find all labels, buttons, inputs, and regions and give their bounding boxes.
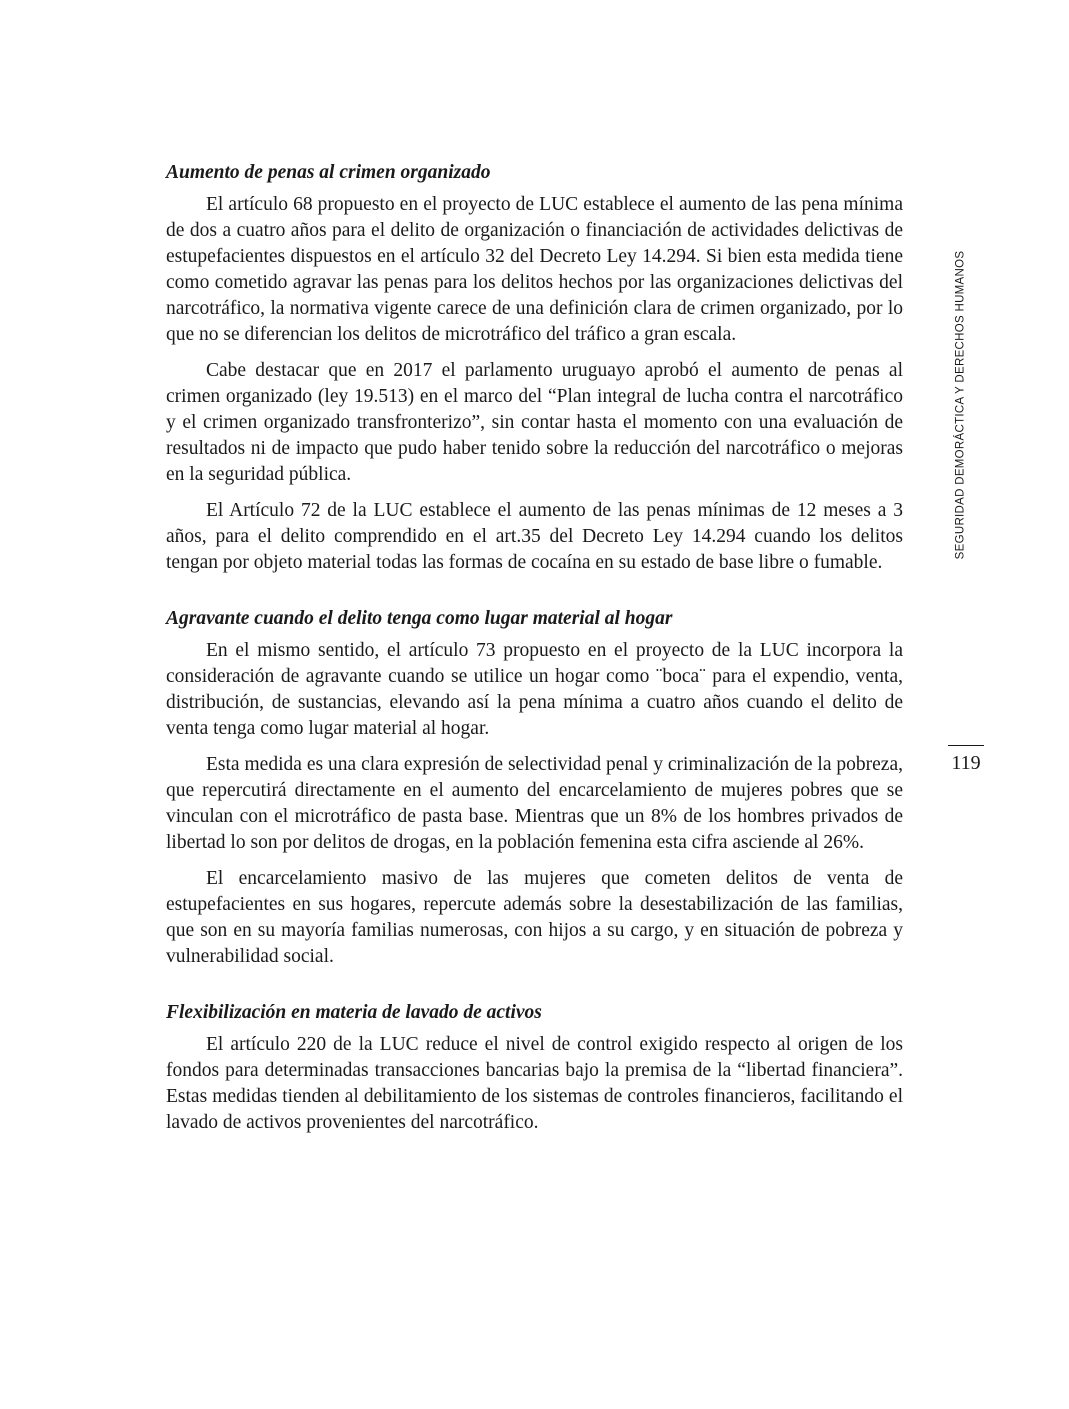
paragraph: El encarcelamiento masivo de las mujeres que cometen delitos de venta de estupefacientes en sus hogares, repercute además sobre la desestabilización de las familias, que son en su mayoría familias numerosas, con hijos a su cargo, y en situación de pobreza y vulnerabilidad social.	[166, 868, 903, 967]
page-body	[166, 160, 903, 1146]
section-heading: Agravante cuando el delito tenga como lugar material al hogar	[166, 608, 673, 629]
paragraph: El Artículo 72 de la LUC establece el aumento de las penas mínimas de 12 meses a 3 años, para el delito comprendido en el art.35 del Decreto Ley 14.294 cuando los delitos tengan por objeto material todas las formas de cocaína en su estado de base libre o fumable.	[166, 500, 903, 573]
section-lavado-activos	[166, 1000, 903, 1136]
paragraph: Esta medida es una clara expresión de selectividad penal y criminalización de la pobreza, que repercutirá directamente en el aumento del encarcelamiento de mujeres pobres que se vinculan con el microtráfico de pasta base. Mientras que un 8% de los hombres privados de libertad lo son por delitos de drogas, en la población femenina esta cifra asciende al 26%.	[166, 754, 903, 853]
paragraph: El artículo 68 propuesto en el proyecto de LUC establece el aumento de las pena mínima de dos a cuatro años para el delito de organización o financiación de actividades delictivas de estupefacientes dispuestos en el artículo 32 del Decreto Ley 14.294. Si bien esta medida tiene como cometido agravar las penas para los delitos hechos por las organizaciones delictivas del narcotráfico, la normativa vigente carece de una definición clara de crimen organizado, por lo que no se diferencian los delitos de microtráfico del tráfico a gran escala.	[166, 194, 903, 345]
paragraph: En el mismo sentido, el artículo 73 propuesto en el proyecto de la LUC incorpora la consideración de agravante cuando se utilice un hogar como ¨boca¨ para el expendio, venta, distribución, de sustancias, elevando así la pena mínima a cuatro años cuando el delito de venta tenga como lugar material al hogar.	[166, 640, 903, 739]
page-number-rule	[948, 745, 984, 746]
section-agravante-hogar	[166, 606, 903, 970]
page-number: 119	[951, 752, 981, 774]
paragraph: Cabe destacar que en 2017 el parlamento uruguayo aprobó el aumento de penas al crimen organizado (ley 19.513) en el marco del “Plan integral de lucha contra el narcotráfico y el crimen organizado transfronterizo”, sin contar hasta el momento con una evaluación de resultados ni de impacto que pudo haber tenido sobre la reducción del narcotráfico o mejoras en la seguridad pública.	[166, 360, 903, 485]
paragraph: El artículo 220 de la LUC reduce el nivel de control exigido respecto al origen de los fondos para determinadas transacciones bancarias bajo la premisa de la “libertad financiera”. Estas medidas tienden al debilitamiento de los sistemas de controles financieros, facilitando el lavado de activos provenientes del narcotráfico.	[166, 1034, 903, 1133]
section-heading: Flexibilización en materia de lavado de activos	[166, 1002, 542, 1023]
running-title	[948, 245, 972, 565]
section-heading: Aumento de penas al crimen organizado	[166, 162, 491, 183]
section-crimen-organizado	[166, 160, 903, 576]
running-title-text: SEGURIDAD DEMORÁCTICA Y DERECHOS HUMANOS	[954, 250, 967, 560]
